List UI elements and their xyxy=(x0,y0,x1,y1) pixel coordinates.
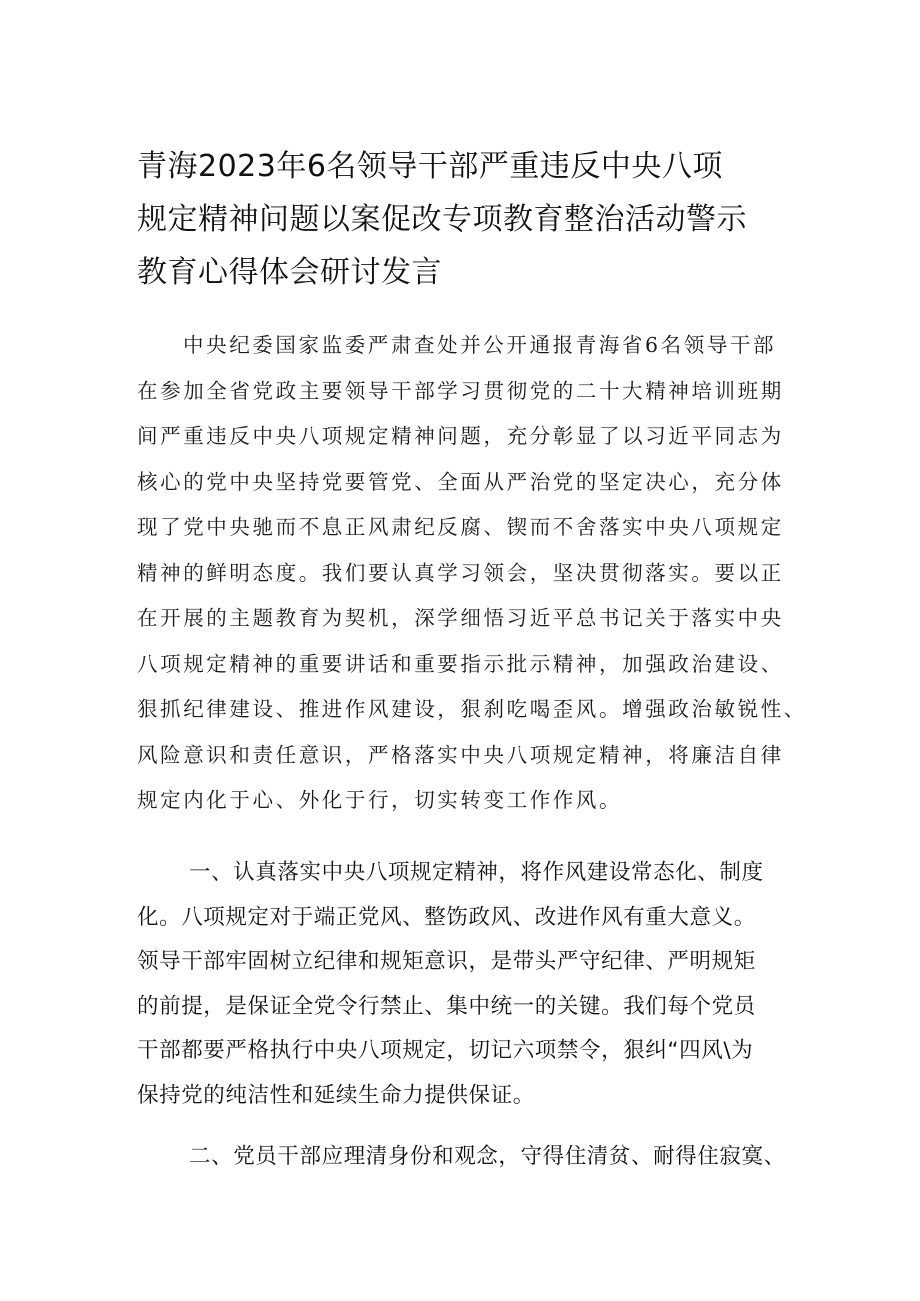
title-line: 规定精神问题以案促改专项教育整治活动警示 xyxy=(137,202,747,237)
paragraph-line: 中央纪委国家监委严肃查处并公开通报青海省6名领导干部 xyxy=(183,333,777,357)
paragraph-line: 在开展的主题教育为契机，深学细悟习近平总书记关于落实中央 xyxy=(137,606,784,630)
paragraph-line: 规定内化于心、外化于行，切实转变工作作风。 xyxy=(137,788,623,812)
paragraph-line: 的前提，是保证全党令行禁止、集中统一的关键。我们每个党员 xyxy=(137,993,756,1019)
paragraph-line: 现了党中央驰而不息正风肃纪反腐、锲而不舍落实中央八项规定 xyxy=(137,515,784,539)
paragraph-line: 在参加全省党政主要领导干部学习贯彻党的二十大精神培训班期 xyxy=(137,378,784,403)
paragraph-line: 狠抓纪律建设、推进作风建设，狠刹吃喝歪风。增强政治敏锐性、 xyxy=(137,697,807,721)
paragraph-section-two xyxy=(137,1135,797,1180)
paragraph-line: 保持党的纯洁性和延续生命力提供保证。 xyxy=(137,1082,535,1108)
title-line: 青海2023年6名领导干部严重违反中央八项 xyxy=(137,149,723,184)
paragraph-line: 化。八项规定对于端正党风、整饬政风、改进作风有重大意义。 xyxy=(137,904,756,930)
paragraph-line: 风险意识和责任意识，严格落实中央八项规定精神，将廉洁自律 xyxy=(137,742,784,767)
paragraph-line: 领导干部牢固树立纪律和规矩意识，是带头严守纪律、严明规矩 xyxy=(137,949,756,974)
paragraph-intro xyxy=(137,323,807,824)
document-title xyxy=(137,140,797,299)
paragraph-line: 一、认真落实中央八项规定精神，将作风建设常态化、制度 xyxy=(189,860,764,885)
paragraph-line: 精神的鲜明态度。我们要认真学习领会，坚决贯彻落实。要以正 xyxy=(137,560,784,585)
paragraph-section-one xyxy=(137,851,797,1118)
paragraph-line: 干部都要严格执行中央八项规定，切记六项禁令，狠纠“四风\为 xyxy=(137,1038,754,1063)
paragraph-line: 二、党员干部应理清身份和观念，守得住清贫、耐得住寂寞、 xyxy=(189,1144,786,1169)
paragraph-line: 间严重违反中央八项规定精神问题，充分彰显了以习近平同志为 xyxy=(137,424,784,448)
paragraph-line: 八项规定精神的重要讲话和重要指示批示精神，加强政治建设、 xyxy=(137,651,784,676)
paragraph-line: 核心的党中央坚持党要管党、全面从严治党的坚定决心，充分体 xyxy=(137,469,784,494)
title-line: 教育心得体会研讨发言 xyxy=(137,255,442,290)
